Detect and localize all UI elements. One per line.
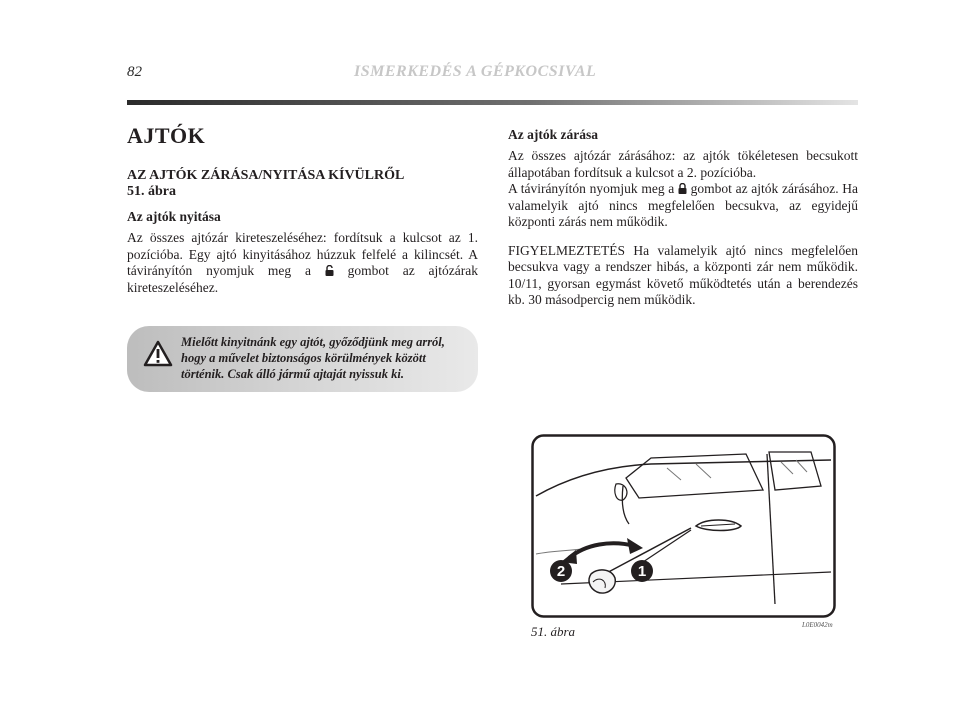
figure-caption: 51. ábra bbox=[531, 624, 576, 639]
warning-box bbox=[127, 326, 478, 392]
page-number: 82 bbox=[127, 64, 142, 80]
closing-paragraph-2 bbox=[508, 181, 858, 231]
lock-icon bbox=[678, 182, 687, 193]
closing-text-3: gombot az ajtók zárásához. Ha valamelyik ajtó nincs megfelelően becsukva, az egyidejű központi zárás nem működik. bbox=[508, 181, 859, 229]
closing-paragraph-1: Az összes ajtózár zárásához: az ajtók tökéletesen becsukott állapotában fordítsuk a kulcsot a 2. pozícióba. bbox=[508, 148, 858, 180]
opening-paragraph bbox=[127, 230, 478, 296]
figure-code: L0E0042m bbox=[802, 621, 833, 629]
warning-triangle-icon bbox=[143, 340, 173, 367]
figure-marker-1: 1 bbox=[637, 563, 647, 580]
closing-text-2: A távirányítón nyomjuk meg a bbox=[508, 181, 675, 196]
opening-text-1: Az összes ajtózár kireteszeléséhez: fordítsuk a kulcsot az 1. pozícióba. Egy ajtó kinyitásához húzzuk felfelé a kilincsét. A távirányítón nyomjuk meg a bbox=[127, 230, 478, 278]
main-heading: AJTÓK bbox=[127, 123, 206, 148]
opening-text-2: gombot az ajtózárak kireteszeléséhez. bbox=[127, 263, 479, 295]
figyelmeztetes-paragraph: FIGYELMEZTETÉS Ha valamelyik ajtó nincs megfelelően becsukva vagy a rendszer hibás, a központi zár nem működik. 10/11, gyorsan egymást követő működtetés után a berendezés kb. 30 másodpercig nem működik. bbox=[508, 242, 858, 307]
figure-marker-2: 2 bbox=[556, 563, 566, 580]
subheading: AZ AJTÓK ZÁRÁSA/NYITÁSA KÍVÜLRŐL bbox=[127, 168, 405, 183]
closing-title: Az ajtók zárása bbox=[508, 127, 598, 142]
unlock-icon bbox=[325, 264, 334, 275]
warning-text: Mielőtt kinyitnánk egy ajtót, győződjünk meg arról, hogy a művelet biztonságos körülmények között történik. Csak álló jármű ajtaját nyissuk ki. bbox=[181, 335, 445, 381]
figure-reference: 51. ábra bbox=[127, 184, 176, 199]
opening-title: Az ajtók nyitása bbox=[127, 209, 221, 224]
right-column bbox=[508, 126, 858, 309]
door-handle-illustration bbox=[531, 434, 836, 618]
header-rule bbox=[127, 100, 858, 105]
left-column bbox=[127, 122, 478, 296]
section-title: ISMERKEDÉS A GÉPKOCSIVAL bbox=[354, 63, 597, 80]
